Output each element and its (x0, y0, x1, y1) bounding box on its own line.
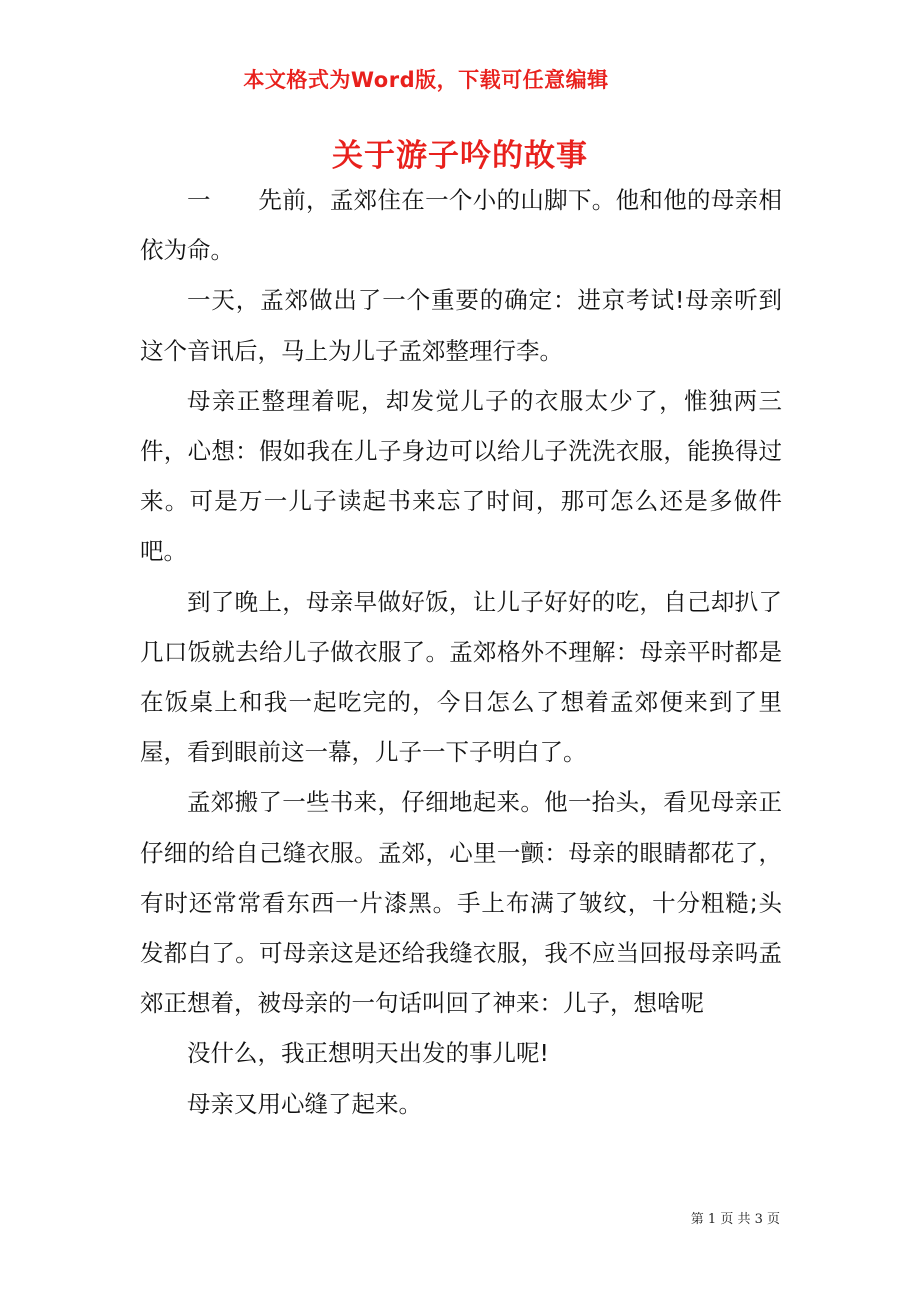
format-notice: 本文格式为Word版，下载可任意编辑 (243, 68, 609, 92)
page-number: 第 1 页 共 3 页 (690, 1212, 780, 1227)
paragraph: 没什么，我正想明天出发的事儿呢! (187, 1039, 549, 1068)
paragraph: 一天，孟郊做出了一个重要的确定：进京考试!母亲听到这个音讯后，马上为儿子孟郊整理行李。 (140, 286, 782, 365)
document-body (140, 175, 782, 1129)
paragraph: 孟郊搬了一些书来，仔细地起来。他一抬头，看见母亲正仔细的给自己缝衣服。孟郊，心里一颤：母亲的眼睛都花了，有时还常常看东西一片漆黑。手上布满了皱纹，十分粗糙;头发都白了。可母亲这是还给我缝衣服，我不应当回报母亲吗孟郊正想着，被母亲的一句话叫回了神来：儿子，想啥呢 (140, 788, 782, 1018)
document-title: 关于游子吟的故事 (332, 138, 588, 174)
paragraph: 母亲又用心缝了起来。 (187, 1089, 422, 1118)
paragraph: 母亲正整理着呢，却发觉儿子的衣服太少了，惟独两三件，心想：假如我在儿子身边可以给儿子洗洗衣服，能换得过来。可是万一儿子读起书来忘了时间，那可怎么还是多做件吧。 (140, 386, 782, 566)
paragraph: 到了晚上，母亲早做好饭，让儿子好好的吃，自己却扒了几口饭就去给儿子做衣服了。孟郊格外不理解：母亲平时都是在饭桌上和我一起吃完的，今日怎么了想着孟郊便来到了里屋，看到眼前这一幕，儿子一下子明白了。 (140, 587, 782, 767)
paragraph: 一 先前，孟郊住在一个小的山脚下。他和他的母亲相依为命。 (140, 186, 782, 265)
